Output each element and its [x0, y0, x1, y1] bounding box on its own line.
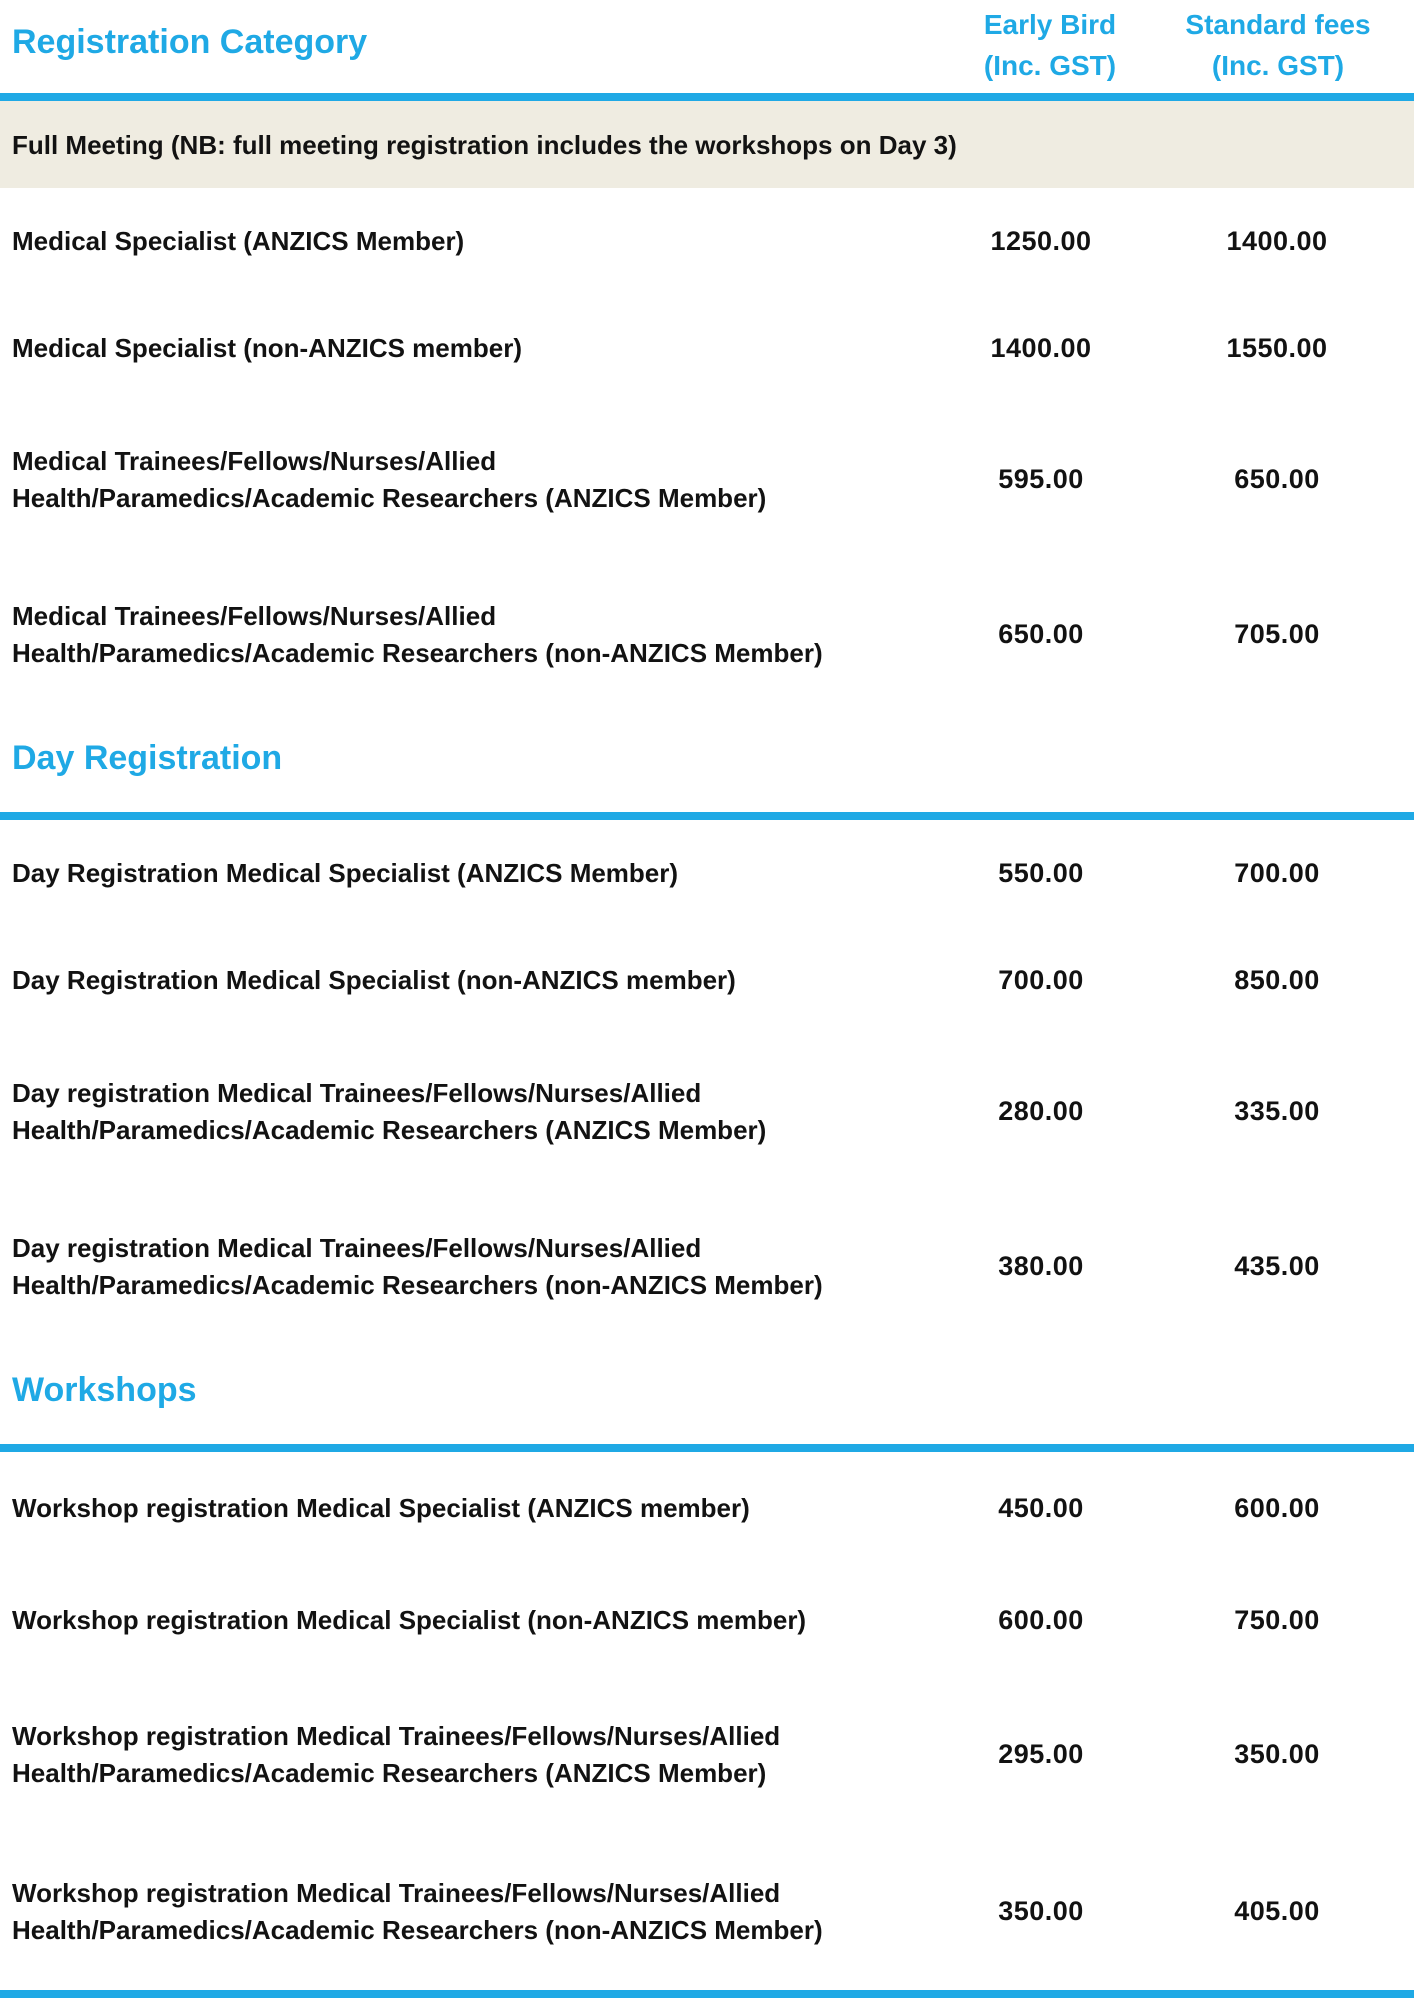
section-1 [0, 101, 1414, 712]
row-label-line: Medical Specialist (non-ANZICS member) [12, 333, 522, 363]
standard-price: 650.00 [1234, 464, 1320, 494]
row-label-line: Health/Paramedics/Academic Researchers (ANZICS Member) [12, 1114, 767, 1145]
row-label [0, 1490, 961, 1527]
column-header-standard-fees-line2: (Inc. GST) [1211, 50, 1345, 81]
row-label-line: Health/Paramedics/Academic Researchers (non-ANZICS Member) [12, 1269, 823, 1300]
standard-price: 850.00 [1234, 965, 1320, 995]
row-label-line: Medical Trainees/Fellows/Nurses/Allied [12, 445, 497, 476]
column-header-early-bird [940, 4, 1160, 86]
table-row [0, 820, 1414, 927]
table-row [0, 402, 1414, 557]
row-label-line: Medical Trainees/Fellows/Nurses/Allied [12, 600, 497, 631]
table-row [0, 1564, 1414, 1676]
early-bird-price: 280.00 [998, 1096, 1084, 1126]
row-label-line: Day Registration Medical Specialist (ANZICS Member) [12, 858, 679, 888]
row-label-line: Health/Paramedics/Academic Researchers (ANZICS Member) [12, 482, 767, 513]
table-row [0, 295, 1414, 402]
column-spacer [1121, 241, 1197, 242]
column-spacer [1121, 1266, 1197, 1267]
column-header-early-bird-line2: (Inc. GST) [983, 50, 1117, 81]
early-bird-price: 350.00 [998, 1896, 1084, 1926]
standard-price: 750.00 [1234, 1604, 1320, 1635]
standard-price: 600.00 [1234, 1492, 1320, 1523]
row-label-line: Workshop registration Medical Trainees/Fellows/Nurses/Allied [12, 1720, 781, 1751]
early-bird-price: 650.00 [998, 619, 1084, 649]
row-label [0, 1230, 961, 1304]
early-bird-price: 1250.00 [990, 226, 1092, 256]
column-spacer [1121, 873, 1197, 874]
early-bird-price: 595.00 [998, 464, 1084, 494]
table-row [0, 1452, 1414, 1564]
row-label [0, 1718, 961, 1792]
row-label [0, 443, 961, 517]
row-label [0, 223, 961, 260]
column-header-standard-fees-line1: Standard fees [1185, 9, 1371, 40]
section-divider [0, 812, 1414, 820]
early-bird-price: 1400.00 [990, 333, 1092, 363]
column-header-early-bird-line1: Early Bird [983, 9, 1117, 40]
table-row [0, 1189, 1414, 1344]
early-bird-price: 295.00 [998, 1739, 1084, 1769]
row-label [0, 962, 961, 999]
table-row [0, 1676, 1414, 1833]
early-bird-price: 600.00 [998, 1604, 1084, 1635]
column-spacer [1121, 1754, 1197, 1755]
section-heading: Workshops [12, 1371, 197, 1409]
row-label [0, 855, 961, 892]
early-bird-price: 700.00 [998, 965, 1084, 995]
table-row [0, 188, 1414, 295]
header-divider [0, 93, 1414, 101]
early-bird-price: 550.00 [998, 858, 1084, 888]
row-label [0, 1075, 961, 1149]
section-3 [0, 1344, 1414, 1990]
standard-price: 1550.00 [1226, 333, 1328, 363]
row-label [0, 598, 961, 672]
row-label-line: Health/Paramedics/Academic Researchers (non-ANZICS Member) [12, 637, 823, 668]
column-header-standard-fees [1168, 4, 1388, 86]
standard-price: 435.00 [1234, 1251, 1320, 1281]
row-label-line: Day registration Medical Trainees/Fellows/Nurses/Allied [12, 1232, 702, 1263]
standard-price: 405.00 [1234, 1896, 1320, 1926]
standard-price: 700.00 [1234, 858, 1320, 888]
row-label [0, 1875, 961, 1949]
table-header [0, 0, 1414, 93]
column-spacer [1121, 1620, 1197, 1621]
row-label [0, 1602, 961, 1639]
row-label-line: Workshop registration Medical Specialist (ANZICS member) [12, 1492, 750, 1523]
column-spacer [1121, 980, 1197, 981]
row-label-line: Medical Specialist (ANZICS Member) [12, 226, 465, 256]
early-bird-price: 380.00 [998, 1251, 1084, 1281]
early-bird-price: 450.00 [998, 1492, 1084, 1523]
standard-price: 335.00 [1234, 1096, 1320, 1126]
table-row [0, 1833, 1414, 1990]
row-label-line: Workshop registration Medical Specialist (non-ANZICS member) [12, 1604, 807, 1635]
row-label-line: Day registration Medical Trainees/Fellows/Nurses/Allied [12, 1077, 702, 1108]
standard-price: 1400.00 [1226, 226, 1328, 256]
column-spacer [1121, 1508, 1197, 1509]
section-divider [0, 1444, 1414, 1452]
section-heading: Day Registration [12, 739, 283, 777]
table-body [0, 101, 1414, 1990]
column-spacer [1121, 348, 1197, 349]
section-band-title: Full Meeting (NB: full meeting registration includes the workshops on Day 3) [0, 101, 1414, 188]
section-2 [0, 712, 1414, 1344]
table-row [0, 927, 1414, 1034]
table-row [0, 557, 1414, 712]
row-label-line: Day Registration Medical Specialist (non-ANZICS member) [12, 965, 736, 995]
row-label [0, 330, 961, 367]
table-row [0, 1034, 1414, 1189]
column-spacer [1121, 1111, 1197, 1112]
column-spacer [1121, 479, 1197, 480]
standard-price: 705.00 [1234, 619, 1320, 649]
column-spacer [1121, 634, 1197, 635]
bottom-divider [0, 1990, 1414, 1998]
standard-price: 350.00 [1234, 1739, 1320, 1769]
column-header-registration-category: Registration Category [12, 23, 368, 61]
row-label-line: Health/Paramedics/Academic Researchers (non-ANZICS Member) [12, 1914, 823, 1945]
row-label-line: Health/Paramedics/Academic Researchers (ANZICS Member) [12, 1757, 767, 1788]
row-label-line: Workshop registration Medical Trainees/Fellows/Nurses/Allied [12, 1877, 781, 1908]
column-spacer [1121, 1911, 1197, 1912]
